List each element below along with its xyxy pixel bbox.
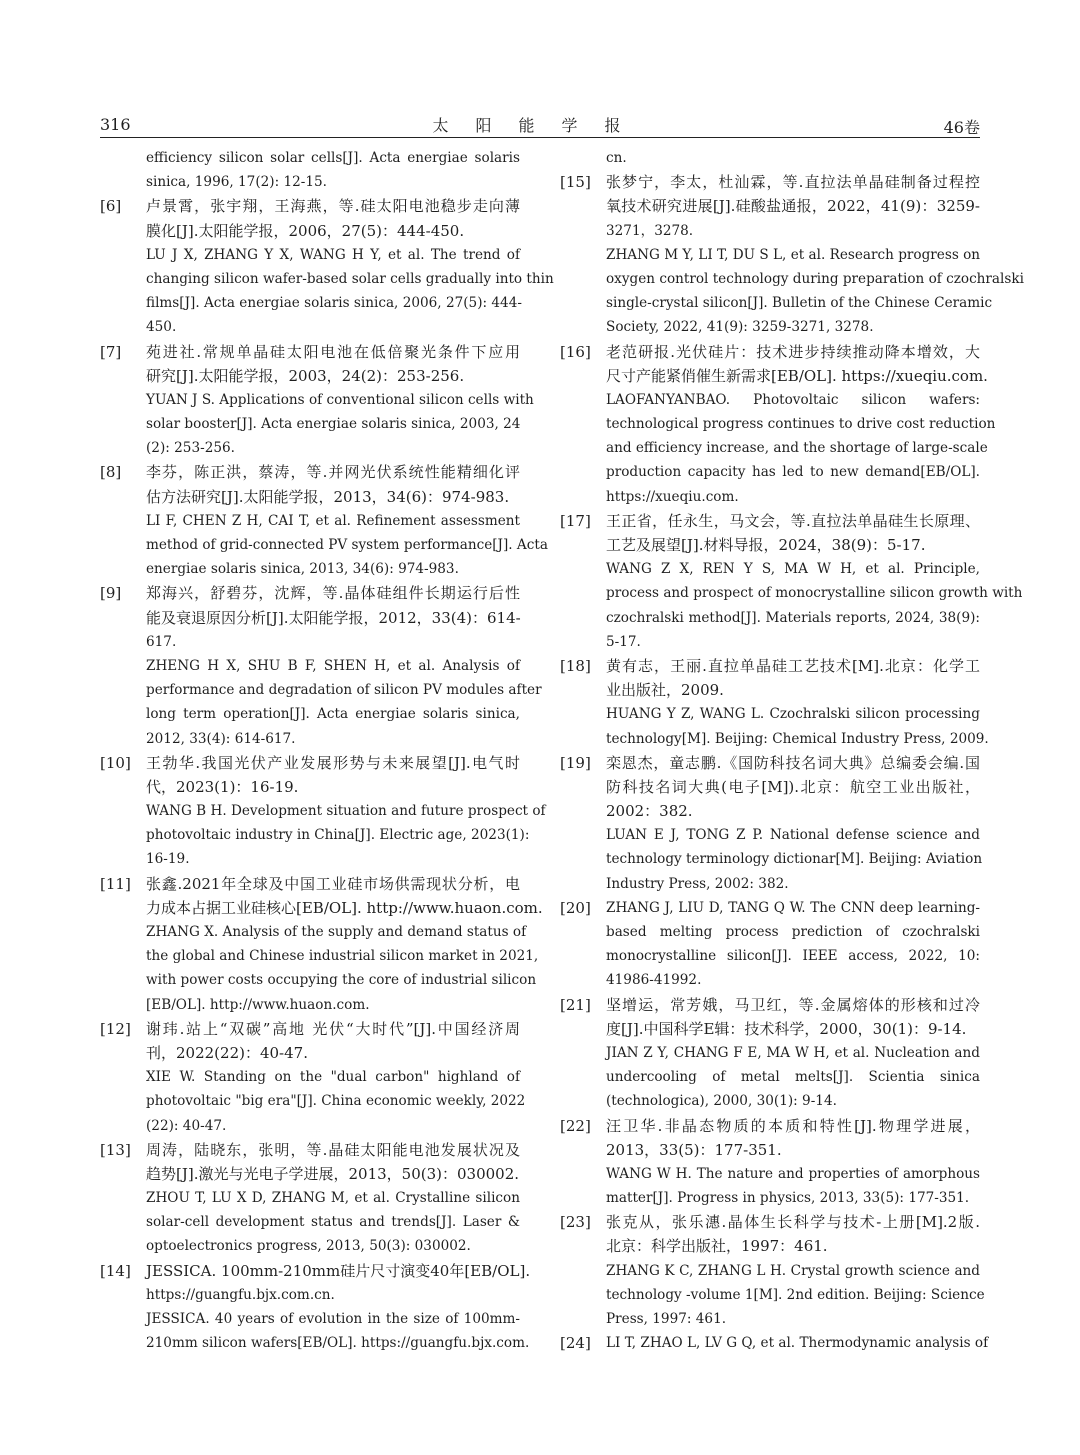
reference-line: 坚增运，常芳娥，马卫红，等.金属熔体的形核和过冷 (606, 995, 980, 1014)
reference-line: 王正省，任永生，马文会，等.直拉法单晶硅生长原理、 (606, 511, 980, 530)
reference-line: LI T, ZHAO L, LV G Q, et al. Thermodynamic analysis of (606, 1335, 989, 1352)
reference-number: [21] (560, 995, 591, 1014)
reference-line: ZHANG M Y, LI T, DU S L, et al. Research progress on (606, 246, 981, 263)
reference-line: 617. (146, 633, 177, 650)
reference-line: 卢景霄，张宇翔，王海燕，等.硅太阳电池稳步走向薄 (146, 197, 520, 216)
reference-entry (100, 872, 543, 1017)
reference-number: [23] (560, 1213, 591, 1232)
reference-line: czochralski method[J]. Materials reports, 2024, 38(9): (606, 609, 980, 626)
reference-line: 工艺及展望[J].材料导报，2024，38(9)：5-17. (606, 536, 926, 554)
reference-number: [13] (100, 1140, 131, 1159)
reference-line: (2): 253-256. (146, 440, 235, 457)
reference-number: [24] (560, 1334, 591, 1353)
reference-line: 估方法研究[J].太阳能学报，2013，34(6)：974-983. (146, 487, 510, 506)
reference-entry (560, 340, 996, 509)
reference-line: 防科技名词大典(电子[M]).北京：航空工业出版社， (606, 777, 980, 796)
reference-line: 张鑫.2021年全球及中国工业硅市场供需现状分析，电 (146, 874, 520, 893)
reference-line: XIE W. Standing on the "dual carbon" highland of (146, 1069, 520, 1086)
reference-line: ZHANG J, LIU D, TANG Q W. The CNN deep learning- (606, 899, 980, 916)
page-header (100, 111, 980, 138)
reference-entry (100, 146, 520, 194)
reference-number: [6] (100, 197, 122, 216)
reference-entry (560, 1114, 980, 1211)
reference-line: changing silicon wafer-based solar cells gradually into thin (146, 270, 554, 287)
reference-entry (100, 1017, 526, 1138)
reference-line: LU J X, ZHANG Y X, WANG H Y, et al. The trend of (146, 246, 520, 263)
reference-line: production capacity has led to new demand[EB/OL]. (606, 464, 980, 481)
reference-text (146, 146, 520, 194)
reference-line: JESSICA. 40 years of evolution in the size of 100mm- (146, 1311, 520, 1327)
reference-entry (100, 751, 546, 872)
reference-number: [9] (100, 584, 122, 603)
reference-line: technology -volume 1[M]. 2nd edition. Beijing: Science (606, 1286, 985, 1303)
reference-number: [18] (560, 656, 591, 675)
reference-entry (560, 993, 980, 1114)
journal-title: 太阳能学报 (432, 116, 648, 135)
reference-line: single-crystal silicon[J]. Bulletin of the Chinese Ceramic (606, 295, 993, 312)
reference-line: the global and Chinese industrial silicon market in 2021, (146, 948, 539, 965)
reference-line: LUAN E J, TONG Z P. National defense science and (606, 827, 980, 844)
reference-entry (100, 581, 542, 750)
reference-text (606, 340, 996, 509)
reference-text (606, 1114, 980, 1211)
reference-line: (22): 40-47. (146, 1117, 227, 1134)
reference-line: ZHOU T, LU X D, ZHANG M, et al. Crystalline silicon (146, 1190, 520, 1207)
reference-line: 李芬，陈正洪，蔡涛，等.并网光伏系统性能精细化评 (146, 463, 520, 482)
reference-line: 2013，33(5)：177-351. (606, 1140, 782, 1159)
reference-entry (100, 460, 548, 581)
reference-text (146, 194, 554, 339)
reference-line: LAOFANYANBAO. Photovoltaic silicon wafers: (606, 391, 980, 408)
reference-line: 汪卫华.非晶态物质的本质和特性[J].物理学进展， (606, 1116, 980, 1135)
reference-number: [15] (560, 173, 591, 192)
reference-line: WANG W H. The nature and properties of amorphous (606, 1165, 980, 1182)
reference-line: YUAN J S. Applications of conventional silicon cells with (146, 391, 534, 408)
reference-entry (560, 146, 980, 170)
reference-text (606, 993, 980, 1114)
volume-label: 46卷 (943, 118, 980, 137)
reference-line: 5-17. (606, 633, 641, 650)
reference-entry (100, 194, 554, 339)
reference-line: 膜化[J].太阳能学报，2006，27(5)：444-450. (146, 221, 465, 240)
reference-line: 老范研报.光伏硅片：技术进步持续推动降本增效，大 (606, 342, 980, 361)
reference-entry (560, 896, 980, 993)
reference-line: JESSICA. 100mm-210mm硅片尺寸演变40年[EB/OL]. (146, 1261, 531, 1280)
reference-text (146, 872, 543, 1017)
reference-number: [12] (100, 1019, 131, 1038)
reference-number: [16] (560, 342, 591, 361)
reference-entry (560, 509, 1023, 654)
reference-line: technology[M]. Beijing: Chemical Industry Press, 2009. (606, 730, 989, 747)
reference-text (146, 581, 542, 750)
reference-line: solar booster[J]. Acta energiae solaris sinica, 2003, 24 (146, 416, 521, 433)
reference-line: Society, 2022, 41(9): 3259-3271, 3278. (606, 319, 874, 336)
reference-line: sinica, 1996, 17(2): 12-15. (146, 174, 327, 191)
reference-entry (560, 1331, 989, 1355)
reference-line: photovoltaic "big era"[J]. China economic weekly, 2022 (146, 1093, 526, 1110)
reference-line: method of grid-connected PV system performance[J]. Acta (146, 537, 548, 553)
reference-text (146, 1259, 531, 1356)
reference-line: matter[J]. Progress in physics, 2013, 33(5): 177-351. (606, 1190, 970, 1207)
reference-line: oxygen control technology during preparation of czochralski (606, 270, 1024, 287)
reference-line: technology terminology dictionar[M]. Beijing: Aviation (606, 851, 983, 868)
reference-line: 3271，3278. (606, 222, 694, 239)
reference-line: 力成本占据工业硅核心[EB/OL]. http://www.huaon.com. (146, 898, 543, 917)
reference-line: 16-19. (146, 851, 190, 868)
reference-line: technological progress continues to drive cost reduction (606, 416, 996, 433)
reference-text (606, 1210, 985, 1331)
reference-text (146, 751, 546, 872)
reference-text (606, 170, 1024, 339)
reference-line: energiae solaris sinica, 2013, 34(6): 974-983. (146, 561, 459, 578)
reference-line: 210mm silicon wafers[EB/OL]. https://guangfu.bjx.com. (146, 1335, 530, 1352)
reference-line: efficiency silicon solar cells[J]. Acta energiae solaris (146, 150, 520, 166)
reference-text (606, 654, 989, 751)
reference-line: Industry Press, 2002: 382. (606, 875, 789, 892)
reference-line: ZHENG H X, SHU B F, SHEN H, et al. Analysis of (146, 657, 520, 674)
reference-line: 氧技术研究进展[J].硅酸盐通报，2022，41(9)：3259- (606, 197, 980, 216)
reference-line: 谢玮.站上“双碳”高地 光伏“大时代”[J].中国经济周 (146, 1019, 520, 1038)
reference-line: optoelectronics progress, 2013, 50(3): 030002. (146, 1238, 471, 1255)
reference-line: long term operation[J]. Acta energiae solaris sinica, (146, 706, 520, 723)
reference-entry (560, 654, 989, 751)
reference-text (606, 509, 1023, 654)
reference-line: 业出版社，2009. (606, 681, 724, 700)
reference-text (606, 146, 980, 170)
reference-line: 41986-41992. (606, 972, 702, 989)
reference-line: and efficiency increase, and the shortage of large-scale (606, 440, 988, 457)
reference-line: 北京：科学出版社，1997：461. (606, 1237, 828, 1256)
reference-entry (560, 751, 983, 896)
reference-line: films[J]. Acta energiae solaris sinica, 2006, 27(5): 444- (146, 295, 522, 312)
reference-line: HUANG Y Z, WANG L. Czochralski silicon processing (606, 706, 980, 723)
reference-line: monocrystalline silicon[J]. IEEE access, 2022, 10: (606, 948, 980, 965)
reference-line: 尺寸产能紧俏催生新需求[EB/OL]. https://xueqiu.com. (606, 366, 988, 385)
reference-text (146, 1138, 520, 1259)
reference-line: WANG Z X, REN Y S, MA W H, et al. Principle, (606, 561, 980, 578)
reference-text (146, 460, 548, 581)
reference-line: based melting process prediction of czochralski (606, 924, 980, 940)
reference-line: performance and degradation of silicon PV modules after (146, 682, 542, 699)
reference-text (606, 896, 980, 993)
page-number: 316 (100, 115, 131, 134)
reference-entry (100, 1138, 520, 1259)
reference-number: [10] (100, 753, 131, 772)
reference-line: 研究[J].太阳能学报，2003，24(2)：253-256. (146, 366, 465, 385)
reference-number: [20] (560, 898, 591, 917)
reference-line: ZHANG K C, ZHANG L H. Crystal growth science and (606, 1262, 980, 1279)
reference-line: 王勃华.我国光伏产业发展形势与未来展望[J].电气时 (146, 753, 520, 772)
reference-line: (technologica), 2000, 30(1): 9-14. (606, 1093, 837, 1110)
reference-number: [8] (100, 463, 122, 482)
reference-line: 栾恩杰，童志鹏.《国防科技名词大典》总编委会编.国 (606, 753, 980, 772)
reference-line: JIAN Z Y, CHANG F E, MA W H, et al. Nucleation and (606, 1044, 980, 1061)
reference-line: ZHANG X. Analysis of the supply and demand status of (146, 924, 527, 940)
references-left-column (100, 146, 554, 1355)
reference-text (146, 340, 534, 461)
reference-entry (560, 1210, 985, 1331)
reference-line: 刊，2022(22)：40-47. (146, 1043, 308, 1062)
reference-entry (100, 1259, 531, 1356)
reference-line: https://xueqiu.com. (606, 488, 739, 505)
reference-number: [14] (100, 1261, 131, 1280)
reference-text (146, 1017, 526, 1138)
reference-line: with power costs occupying the core of industrial silicon (146, 972, 537, 989)
reference-line: 郑海兴，舒碧芬，沈辉，等.晶体硅组件长期运行后性 (146, 584, 520, 603)
reference-number: [19] (560, 753, 591, 772)
reference-line: 2002：382. (606, 802, 693, 821)
reference-line: 周涛，陆晓东，张明，等.晶硅太阳能电池发展状况及 (146, 1140, 520, 1159)
reference-entry (560, 170, 1024, 339)
reference-line: 2012, 33(4): 614-617. (146, 730, 296, 747)
reference-number: [22] (560, 1116, 591, 1135)
reference-line: WANG B H. Development situation and future prospect of (146, 803, 546, 820)
reference-entry (100, 340, 534, 461)
reference-line: 450. (146, 319, 177, 336)
reference-line: 张梦宁，李太，杜汕霖，等.直拉法单晶硅制备过程控 (606, 173, 980, 192)
reference-line: solar-cell development status and trends[J]. Laser & (146, 1214, 520, 1231)
reference-line: 能及衰退原因分析[J].太阳能学报，2012，33(4)：614- (146, 608, 521, 627)
reference-line: process and prospect of monocrystalline silicon growth with (606, 585, 1023, 602)
reference-text (606, 751, 983, 896)
reference-number: [17] (560, 511, 591, 530)
reference-line: 黄有志，王丽.直拉单晶硅工艺技术[M].北京：化学工 (606, 656, 980, 675)
reference-line: 度[J].中国科学E辑：技术科学，2000，30(1)：9-14. (606, 1019, 967, 1038)
reference-line: 趋势[J].激光与光电子学进展，2013，50(3)：030002. (146, 1164, 520, 1183)
reference-number: [11] (100, 874, 131, 893)
reference-number: [7] (100, 342, 122, 361)
reference-line: cn. (606, 150, 627, 166)
reference-line: https://guangfu.bjx.com.cn. (146, 1286, 335, 1303)
reference-line: Press, 1997: 461. (606, 1311, 727, 1327)
reference-line: LI F, CHEN Z H, CAI T, et al. Refinement assessment (146, 512, 520, 529)
reference-line: [EB/OL]. http://www.huaon.com. (146, 996, 370, 1013)
reference-line: 代，2023(1)：16-19. (146, 777, 299, 796)
reference-line: undercooling of metal melts[J]. Scientia sinica (606, 1069, 980, 1086)
reference-line: 张克从，张乐潓.晶体生长科学与技术-上册[M].2版. (606, 1213, 980, 1232)
reference-text (606, 1331, 989, 1355)
reference-line: photovoltaic industry in China[J]. Electric age, 2023(1): (146, 827, 530, 844)
references-right-column (560, 146, 1024, 1355)
reference-line: 苑进社.常规单晶硅太阳电池在低倍聚光条件下应用 (146, 342, 520, 361)
